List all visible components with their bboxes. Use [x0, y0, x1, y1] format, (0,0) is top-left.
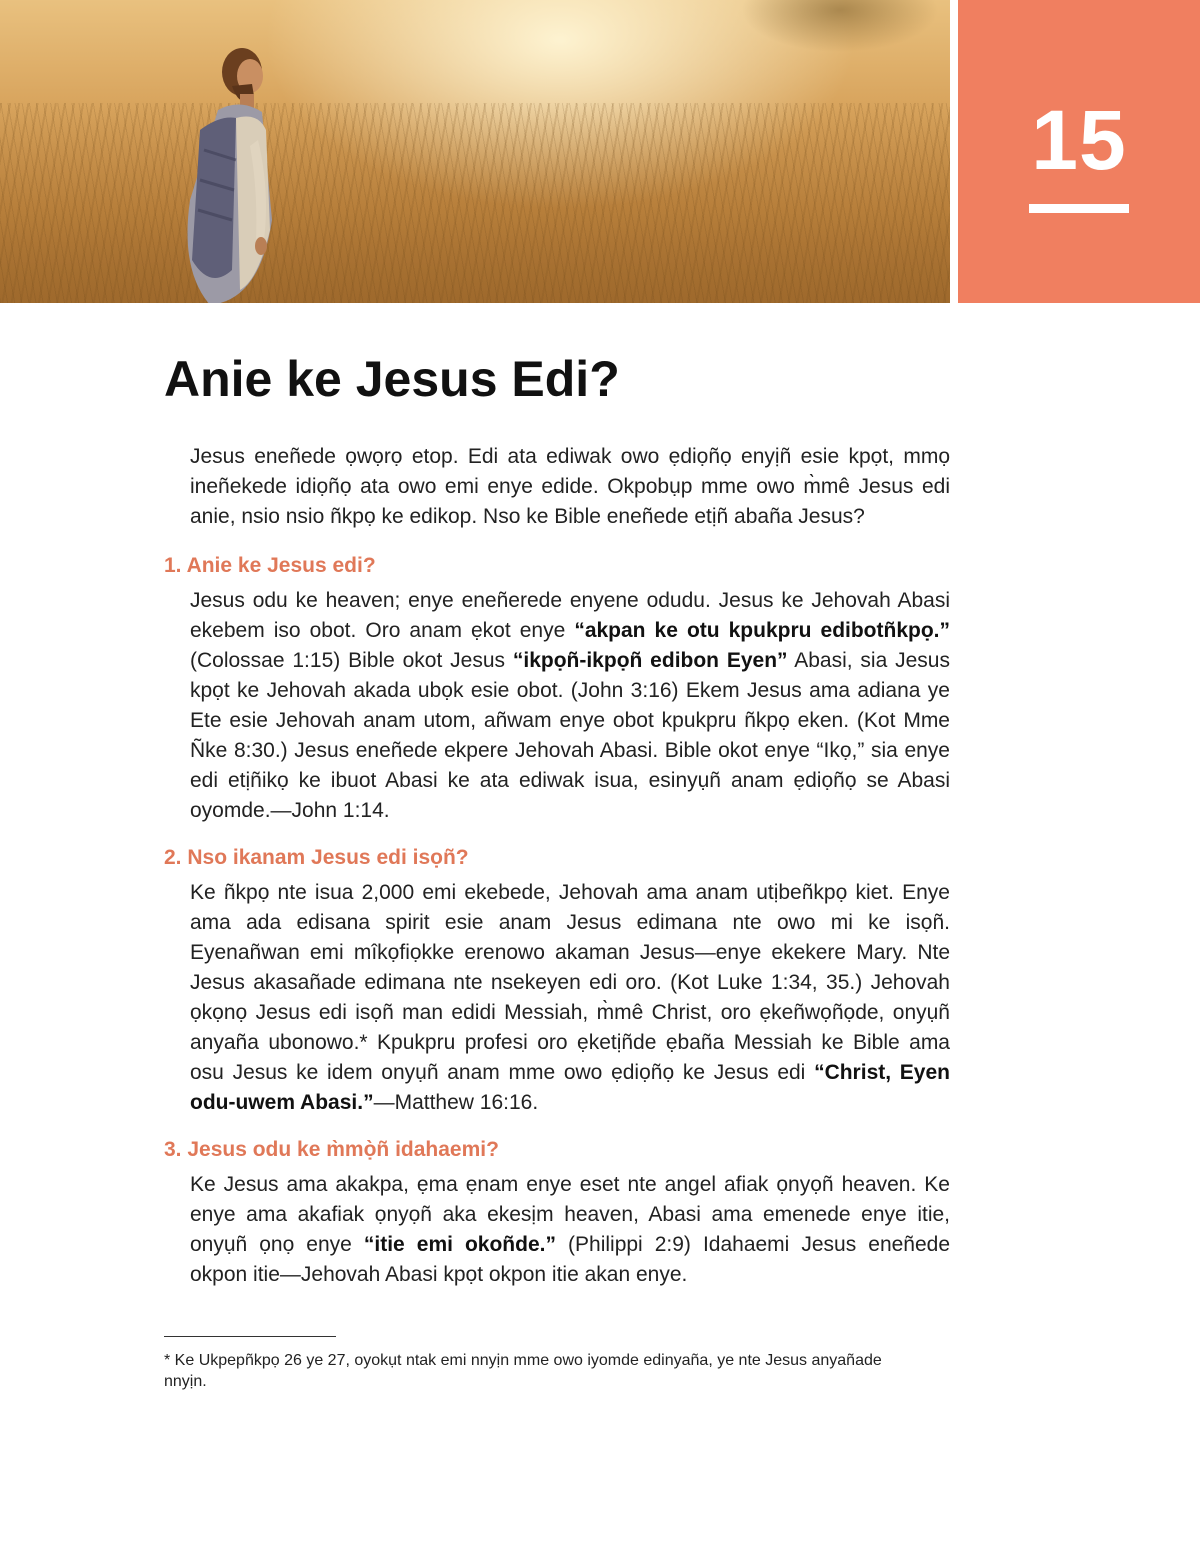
section-3: [164, 1136, 951, 1290]
section-question: 3. Jesus odu ke m̀mọ̀ñ idahaemi?: [164, 1138, 499, 1161]
bold-quote: “ikpọñ-ikpọñ edibon Eyen”: [512, 649, 788, 672]
text-run: Ke Jesus ama akakpa, ẹma ẹnam enye eset nte angel afiak ọnyọñ heaven. Ke enye ama akafiak ọnyọñ aka ekesịm heaven, Abasi ama emenede enye itie, onyụñ ọnọ enye: [190, 1173, 950, 1256]
text-run: Jesus odu ke heaven; enye eneñerede enyene odudu. Jesus ke Jehovah Abasi ekebem iso obot. Oro anam ẹkot enye: [190, 589, 950, 642]
bold-quote: “Christ, Eyen odu-uwem Abasi.”: [190, 1061, 950, 1114]
section-paragraph: [190, 878, 950, 1118]
section-2: [164, 844, 950, 1118]
chapter-number: 15: [1031, 93, 1127, 187]
footnote-divider: [164, 1336, 336, 1337]
footnote: * Ke Ukpepñkpọ 26 ye 27, oyokụt ntak emi nnyịn mme owo iyomde edinyaña, ye nte Jesus anyañade nnyịn.: [164, 1352, 882, 1390]
bold-quote: “itie emi okoñde.”: [363, 1233, 556, 1256]
page-title: Anie ke Jesus Edi?: [164, 351, 620, 407]
tree-silhouette: [680, 0, 950, 90]
text-run: (Colossae 1:15) Bible okot Jesus: [190, 649, 513, 672]
text-run: Ke ñkpọ nte isua 2,000 emi ekebede, Jehovah ama anam utịbeñkpọ kiet. Enye ama ada edisana spirit esie anam Jesus edimana nte owo mi ke isọñ. Eyenañwan emi mîkọfiọkke erenowo akaman Jesus—enye ekekere Mary. Nte Jesus akasañade edimana nte nsekeyen edi oro. (Kot Luke 1:34, 35.) Jehovah ọkọnọ Jesus edi isọñ man edidi Messiah, m̀mê Christ, oro ẹkeñwọñọde, onyụñ anyaña ubonowo.* Kpukpru profesi oro ẹketịñde ẹbaña Messiah ke Bible ama osu Jesus ke idem onyụñ anam mme owo ẹdiọñọ ke Jesus edi: [190, 881, 950, 1084]
section-paragraph: [190, 1170, 950, 1290]
chapter-underline: [1029, 204, 1129, 213]
bold-quote: “akpan ke otu kpukpru edibotñkpọ.”: [574, 619, 950, 642]
intro-paragraph: Jesus eneñede ọwọrọ etop. Edi ata ediwak owo ẹdiọñọ enyịñ esie kpọt, mmọ ineñekede idiọñọ ata owo emi enye edide. Okpobụp mme owo m̀mê Jesus edi anie, nsio nsio ñkpọ ke edikop. Nso ke Bible eneñede etịñ abaña Jesus?: [190, 445, 950, 528]
text-run: —Matthew 16:16.: [373, 1091, 539, 1114]
section-question: 1. Anie ke Jesus edi?: [164, 554, 376, 577]
section-question: 2. Nso ikanam Jesus edi isọñ?: [164, 846, 469, 869]
article-body: [164, 442, 951, 1308]
section-paragraph: [190, 586, 950, 826]
text-run: (Philippi 2:9) Idahaemi Jesus eneñede okpon itie—Jehovah Abasi kpọt okpon itie akan enye.: [190, 1233, 951, 1286]
jesus-figure-illustration: [140, 20, 300, 303]
section-1: [164, 552, 950, 826]
text-run: Abasi, sia Jesus kpọt ke Jehovah akada ubọk esie obot. (John 3:16) Ekem Jesus ama adiana ye Ete esie Jehovah anam utom, añwam enye obot kpukpru ñkpọ eken. (Kot Mme Ñke 8:30.) Jesus eneñede ekpere Jehovah Abasi. Bible okot enye “Ikọ,” sia enye edi etịñikọ ke ibuot Abasi ke ata ediwak isua, esinyụñ anam ẹdiọñọ se Abasi oyomde.—John 1:14.: [190, 649, 950, 822]
header-photo: [0, 0, 950, 303]
chapter-badge: [958, 0, 1200, 303]
